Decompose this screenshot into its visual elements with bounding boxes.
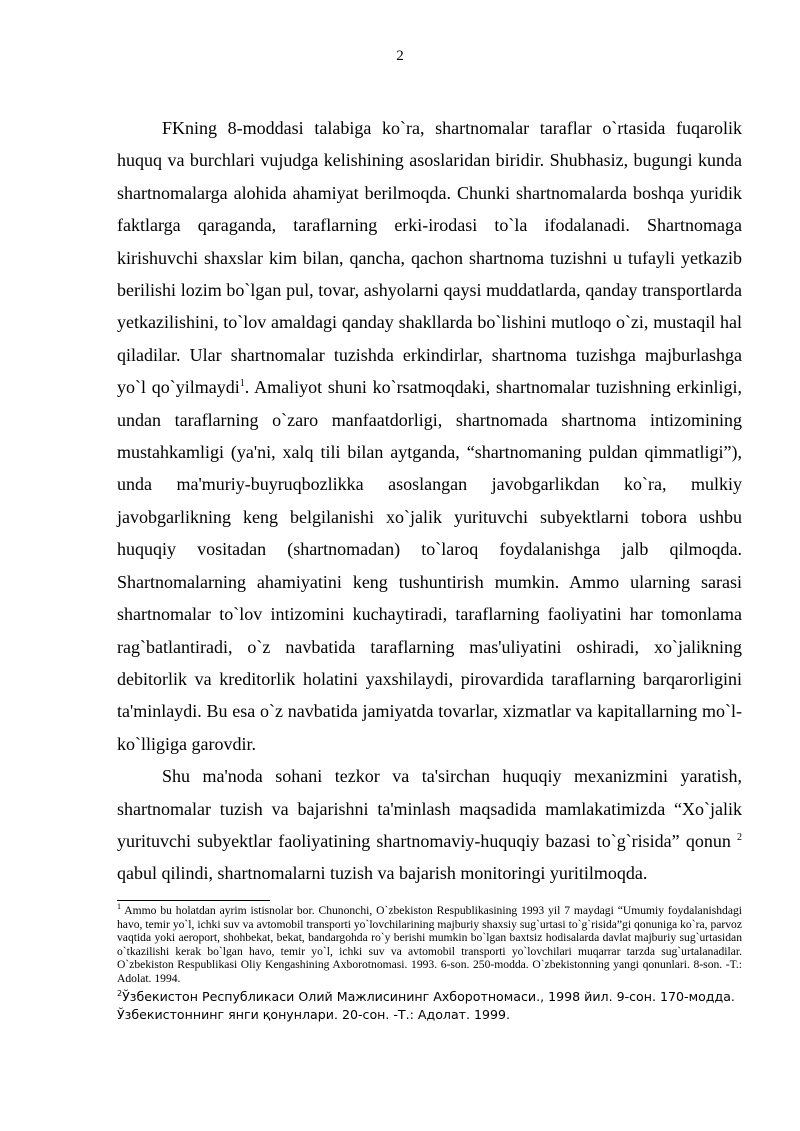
page-number: 2 bbox=[396, 48, 404, 64]
footnote-mark: 1 bbox=[117, 902, 121, 912]
footnote bbox=[117, 904, 742, 986]
paragraph bbox=[117, 112, 742, 760]
paragraph-text: qabul qilindi, shartnomalarni tuzish va bajarish monitoringi yuritilmoqda. bbox=[117, 863, 648, 884]
body-text bbox=[117, 112, 742, 890]
footnote-reference[interactable]: 2 bbox=[737, 831, 742, 843]
paragraph bbox=[117, 760, 742, 890]
paragraph-text: . Amaliyot shuni ko`rsatmoqdaki, shartnomalar tuzishning erkinligi, undan taraflarning o`zaro manfaatdorligi, shartnomada shartnoma intizomining mustahkamligi (ya'ni, xalq tili bilan aytganda, “shartnomaning puldan qimmatligi”), unda ma'muriy-buyruqbozlikka asoslangan javobgarlikdan ko`ra, mulkiy javobgarlikning keng belgilanishi xo`jalik yurituvchi subyektlarni tobora ushbu huquqiy vositadan (shartnomadan) to`laroq foydalanishga jalb qilmoqda. Shartnomalarning ahamiyatini keng tushuntirish mumkin. Ammo ularning sarasi shartnomalar to`lov intizomini kuchaytiradi, taraflarning faoliyatini har tomonlama rag`batlantiradi, o`z navbatida taraflarning mas'uliyatini oshiradi, xo`jalikning debitorlik va kreditorlik holatini yaxshilaydi, pirovardida taraflarning barqarorligini ta'minlaydi. Bu esa o`z navbatida jamiyatda tovarlar, xizmatlar va kapitallarning mo`l-ko`lligiga garovdir. bbox=[117, 377, 742, 754]
paragraph-text: FKning 8-moddasi talabiga ko`ra, shartnomalar taraflar o`rtasida fuqarolik huquq va burchlari vujudga kelishining asoslaridan biridir. Shubhasiz, bugungi kunda shartnomalarga alohida ahamiyat berilmoqda. Chunki shartnomalarda boshqa yuridik faktlarga qaraganda, taraflarning erki-irodasi to`la ifodalanadi. Shartnomaga kirishuvchi shaxslar kim bilan, qancha, qachon shartnoma tuzishni u tufayli yetkazib berilishi lozim bo`lgan pul, tovar, ashyolarni qaysi muddatlarda, qanday transportlarda yetkazilishini, to`lov amaldagi qanday shakllarda bo`lishini mutloqo o`zi, mustaqil hal qiladilar. Ular shartnomalar tuzishda erkindirlar, shartnoma tuzishga majburlashga yo`l qo`yilmaydi bbox=[117, 118, 742, 398]
footnote-text: Ammo bu holatdan ayrim istisnolar bor. Chunonchi, O`zbekiston Respublikasining 1993 yil 7 maydagi “Umumiy foydalanishdagi havo, temir yo`l, ichki suv va avtomobil transporti yo`lovchilarining majburiy shaxsiy sug`urtasi to`g`risida”gi qonuniga ko`ra, parvoz vaqtida yoki aeroport, shohbekat, bekat, bandargohda ro`y berishi mumkin bo`lgan baxtsiz hodisalarda davlat majburiy sug`urtasidan o`tkazilishi kerak bo`lgan havo, temir yo`l, ichki suv va avtomobil transporti yo`lovchilari muqarrar tarzda sug`urtalanadilar. O`zbekiston Respublikasi Oliy Kengashining Axborotnomasi. 1993. 6-son. 250-modda. O`zbekistonning yangi qonunlari. 8-son. -T.: Adolat. 1994. bbox=[117, 904, 742, 985]
footnote-text: Ўзбекистон Республикаси Олий Мажлисининг Ахборотномаси., 1998 йил. 9-сон. 170-модда. Ўзбекистоннинг янги қонунлари. 20-сон. -Т.: Адолат. 1999. bbox=[117, 988, 735, 1022]
paragraph-text: Shu ma'noda sohani tezkor va ta'sirchan huquqiy mexanizmini yaratish, shartnomalar tuzish va bajarishni ta'minlash maqsadida mamlakatimizda “Xo`jalik yurituvchi subyektlar faoliyatining shartnomaviy-huquqiy bazasi to`g`risida” qonun bbox=[117, 766, 742, 851]
footnote bbox=[117, 988, 742, 1024]
footnote-mark: 2 bbox=[117, 988, 123, 998]
footnotes bbox=[117, 904, 742, 1024]
footnote-reference[interactable]: 1 bbox=[239, 378, 245, 390]
footnote-separator bbox=[117, 900, 270, 901]
